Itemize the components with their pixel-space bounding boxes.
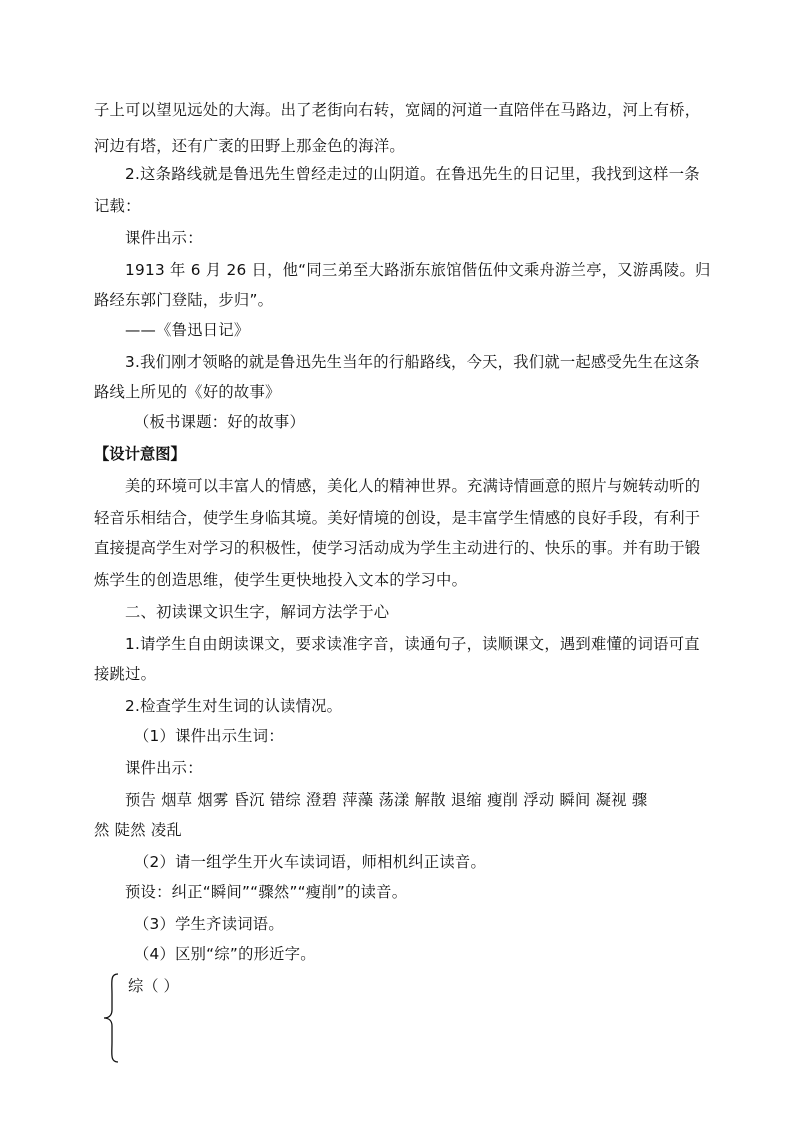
paragraph-line: 3.我们刚才领略的就是鲁迅先生当年的行船路线，今天，我们就一起感受先生在这条: [125, 353, 700, 371]
paragraph-line: 预设：纠正“瞬间”“骤然”“瘦削”的读音。: [125, 883, 408, 901]
vocabulary-list: 然 陡然 凌乱: [94, 821, 182, 839]
paragraph-line: （4）区别“综”的形近字。: [134, 945, 316, 963]
paragraph-line: 课件出示：: [125, 229, 203, 247]
paragraph-line: 炼学生的创造思维，使学生更快地投入文本的学习中。: [94, 571, 468, 589]
paragraph-line: 路经东郭门登陆，步归”。: [94, 291, 274, 309]
paragraph-line: 课件出示：: [125, 759, 203, 777]
paragraph-line: （1）课件出示生词：: [134, 727, 284, 745]
paragraph-line: （2）请一组学生开火车读词语，师相机纠正读音。: [134, 853, 487, 871]
quote-attribution: ——《鲁迅日记》: [125, 321, 250, 339]
board-title-note: （板书课题：好的故事）: [134, 413, 306, 431]
vocabulary-list: 预告 烟草 烟雾 昏沉 错综 澄碧 萍藻 荡漾 解散 退缩 瘦削 浮动 瞬间 凝视 骤: [125, 791, 648, 809]
paragraph-line: 美的环境可以丰富人的情感，美化人的精神世界。充满诗情画意的照片与婉转动听的: [125, 477, 701, 495]
similar-character-blank: 综（ ）: [128, 977, 179, 995]
section-subheading: 二、初读课文识生字，解词方法学于心: [125, 603, 390, 621]
paragraph-line: 1.请学生自由朗读课文，要求读准字音，读通句子，读顺课文，遇到难懂的词语可直: [125, 635, 700, 653]
paragraph-line: 直接提高学生对学习的积极性，使学习活动成为学生主动进行的、快乐的事。并有助于锻: [94, 539, 701, 557]
paragraph-line: 路线上所见的《好的故事》: [94, 383, 281, 401]
paragraph-line: 1913 年 6 月 26 日，他“同三弟至大路浙东旅馆偕伍仲文乘舟游兰亭，又游禹陵。归: [125, 261, 711, 279]
paragraph-line: 记载：: [94, 197, 141, 215]
curly-brace-icon: [102, 972, 122, 1064]
section-heading: 【设计意图】: [94, 445, 186, 463]
paragraph-line: 接跳过。: [94, 665, 157, 683]
paragraph-line: 河边有塔，还有广袤的田野上那金色的海洋。: [94, 137, 405, 155]
paragraph-line: 2.检查学生对生词的认读情况。: [125, 697, 343, 715]
paragraph-line: 子上可以望见远处的大海。出了老街向右转，宽阔的河道一直陪伴在马路边，河上有桥，: [94, 101, 701, 119]
paragraph-line: 2.这条路线就是鲁迅先生曾经走过的山阴道。在鲁迅先生的日记里，我找到这样一条: [125, 165, 700, 183]
paragraph-line: 轻音乐相结合，使学生身临其境。美好情境的创设，是丰富学生情感的良好手段，有利于: [94, 509, 701, 527]
paragraph-line: （3）学生齐读词语。: [134, 915, 284, 933]
